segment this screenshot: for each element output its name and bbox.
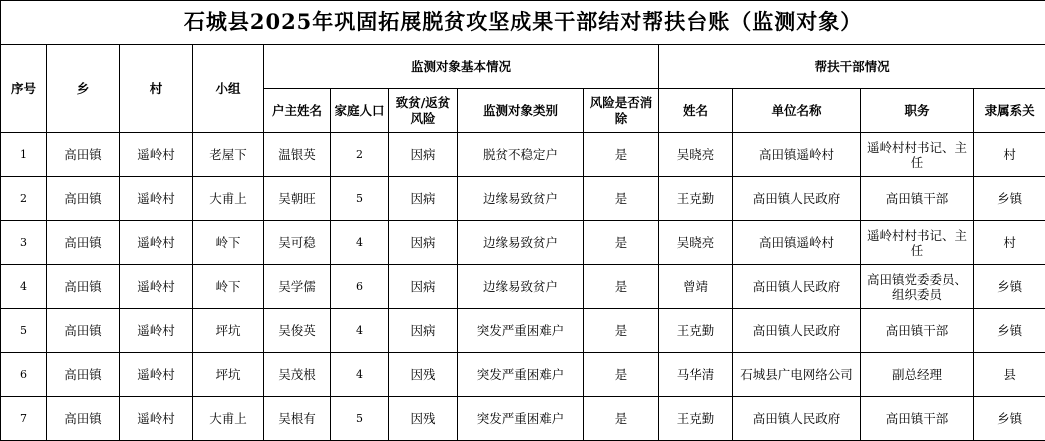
- table-row: [1, 133, 1045, 177]
- header-township: 乡: [47, 45, 120, 133]
- cell-position: 遥岭村村书记、主任: [861, 221, 974, 265]
- cell-affiliation: 村: [974, 221, 1045, 265]
- cell-village: 遥岭村: [120, 397, 193, 441]
- cell-household-size: 4: [331, 221, 389, 265]
- cell-household-size: 4: [331, 309, 389, 353]
- cell-village: 遥岭村: [120, 221, 193, 265]
- header-monitor-group: 监测对象基本情况: [264, 45, 659, 89]
- header-affiliation: 隶属系关: [974, 89, 1045, 133]
- cell-village: 遥岭村: [120, 133, 193, 177]
- cell-affiliation: 乡镇: [974, 265, 1045, 309]
- cell-unit: 高田镇遥岭村: [733, 133, 861, 177]
- cell-position: 高田镇干部: [861, 397, 974, 441]
- cell-affiliation: 乡镇: [974, 309, 1045, 353]
- cell-cadre-name: 吴晓亮: [659, 133, 733, 177]
- cell-seq: 7: [1, 397, 47, 441]
- table-row: [1, 397, 1045, 441]
- cell-village: 遥岭村: [120, 265, 193, 309]
- cell-township: 高田镇: [47, 177, 120, 221]
- cell-household-size: 2: [331, 133, 389, 177]
- cell-position: 高田镇党委委员、组织委员: [861, 265, 974, 309]
- cell-poverty-cause: 因病: [389, 133, 458, 177]
- table-row: [1, 309, 1045, 353]
- cell-unit: 石城县广电网络公司: [733, 353, 861, 397]
- cell-unit: 高田镇人民政府: [733, 309, 861, 353]
- cell-township: 高田镇: [47, 265, 120, 309]
- cell-position: 高田镇干部: [861, 177, 974, 221]
- cell-unit: 高田镇人民政府: [733, 397, 861, 441]
- header-monitor-type: 监测对象类别: [458, 89, 584, 133]
- cell-poverty-cause: 因残: [389, 353, 458, 397]
- header-helper-group: 帮扶干部情况: [659, 45, 1045, 89]
- cell-position: 副总经理: [861, 353, 974, 397]
- table-row: [1, 221, 1045, 265]
- cell-household-size: 4: [331, 353, 389, 397]
- cell-poverty-cause: 因残: [389, 397, 458, 441]
- cell-risk-cleared: 是: [584, 177, 659, 221]
- cell-cadre-name: 吴晓亮: [659, 221, 733, 265]
- cell-head-name: 吴学儒: [264, 265, 331, 309]
- cell-seq: 6: [1, 353, 47, 397]
- cell-household-size: 6: [331, 265, 389, 309]
- cell-cadre-name: 马华清: [659, 353, 733, 397]
- cell-poverty-cause: 因病: [389, 177, 458, 221]
- header-seq: 序号: [1, 45, 47, 133]
- cell-monitor-type: 突发严重困难户: [458, 397, 584, 441]
- cell-monitor-type: 边缘易致贫户: [458, 177, 584, 221]
- cell-group: 岭下: [193, 265, 264, 309]
- header-group: 小组: [193, 45, 264, 133]
- header-household-size: 家庭人口: [331, 89, 389, 133]
- cell-household-size: 5: [331, 177, 389, 221]
- cell-unit: 高田镇遥岭村: [733, 221, 861, 265]
- header-head-name: 户主姓名: [264, 89, 331, 133]
- cell-head-name: 温银英: [264, 133, 331, 177]
- cell-seq: 3: [1, 221, 47, 265]
- cell-township: 高田镇: [47, 133, 120, 177]
- cell-poverty-cause: 因病: [389, 265, 458, 309]
- cell-poverty-cause: 因病: [389, 221, 458, 265]
- cell-group: 老屋下: [193, 133, 264, 177]
- cell-group: 坪坑: [193, 353, 264, 397]
- cell-head-name: 吴可稳: [264, 221, 331, 265]
- cell-monitor-type: 脱贫不稳定户: [458, 133, 584, 177]
- header-position: 职务: [861, 89, 974, 133]
- cell-village: 遥岭村: [120, 353, 193, 397]
- cell-seq: 4: [1, 265, 47, 309]
- cell-unit: 高田镇人民政府: [733, 177, 861, 221]
- cell-seq: 5: [1, 309, 47, 353]
- cell-township: 高田镇: [47, 397, 120, 441]
- cell-group: 大甫上: [193, 177, 264, 221]
- header-village: 村: [120, 45, 193, 133]
- cell-village: 遥岭村: [120, 309, 193, 353]
- table-row: [1, 177, 1045, 221]
- header-cadre-name: 姓名: [659, 89, 733, 133]
- cell-group: 大甫上: [193, 397, 264, 441]
- cell-household-size: 5: [331, 397, 389, 441]
- cell-position: 遥岭村村书记、主任: [861, 133, 974, 177]
- cell-cadre-name: 曾靖: [659, 265, 733, 309]
- cell-unit: 高田镇人民政府: [733, 265, 861, 309]
- cell-monitor-type: 突发严重困难户: [458, 353, 584, 397]
- cell-position: 高田镇干部: [861, 309, 974, 353]
- cell-affiliation: 村: [974, 133, 1045, 177]
- cell-township: 高田镇: [47, 309, 120, 353]
- cell-affiliation: 乡镇: [974, 177, 1045, 221]
- cell-village: 遥岭村: [120, 177, 193, 221]
- header-poverty-cause: 致贫/返贫风险: [389, 89, 458, 133]
- cell-cadre-name: 王克勤: [659, 309, 733, 353]
- cell-group: 坪坑: [193, 309, 264, 353]
- cell-head-name: 吴根有: [264, 397, 331, 441]
- cell-risk-cleared: 是: [584, 309, 659, 353]
- cell-cadre-name: 王克勤: [659, 177, 733, 221]
- cell-risk-cleared: 是: [584, 133, 659, 177]
- cell-seq: 1: [1, 133, 47, 177]
- cell-risk-cleared: 是: [584, 397, 659, 441]
- cell-head-name: 吴朝旺: [264, 177, 331, 221]
- cell-cadre-name: 王克勤: [659, 397, 733, 441]
- header-unit: 单位名称: [733, 89, 861, 133]
- cell-monitor-type: 边缘易致贫户: [458, 265, 584, 309]
- cell-monitor-type: 突发严重困难户: [458, 309, 584, 353]
- cell-poverty-cause: 因病: [389, 309, 458, 353]
- cell-group: 岭下: [193, 221, 264, 265]
- cell-head-name: 吴俊英: [264, 309, 331, 353]
- cell-risk-cleared: 是: [584, 265, 659, 309]
- table-row: [1, 265, 1045, 309]
- header-risk-cleared: 风险是否消除: [584, 89, 659, 133]
- cell-township: 高田镇: [47, 353, 120, 397]
- cell-risk-cleared: 是: [584, 353, 659, 397]
- cell-monitor-type: 边缘易致贫户: [458, 221, 584, 265]
- table-row: [1, 353, 1045, 397]
- cell-seq: 2: [1, 177, 47, 221]
- cell-township: 高田镇: [47, 221, 120, 265]
- cell-affiliation: 县: [974, 353, 1045, 397]
- cell-risk-cleared: 是: [584, 221, 659, 265]
- page-title: 石城县2025年巩固拓展脱贫攻坚成果干部结对帮扶台账（监测对象）: [1, 1, 1045, 45]
- cell-head-name: 吴茂根: [264, 353, 331, 397]
- cell-affiliation: 乡镇: [974, 397, 1045, 441]
